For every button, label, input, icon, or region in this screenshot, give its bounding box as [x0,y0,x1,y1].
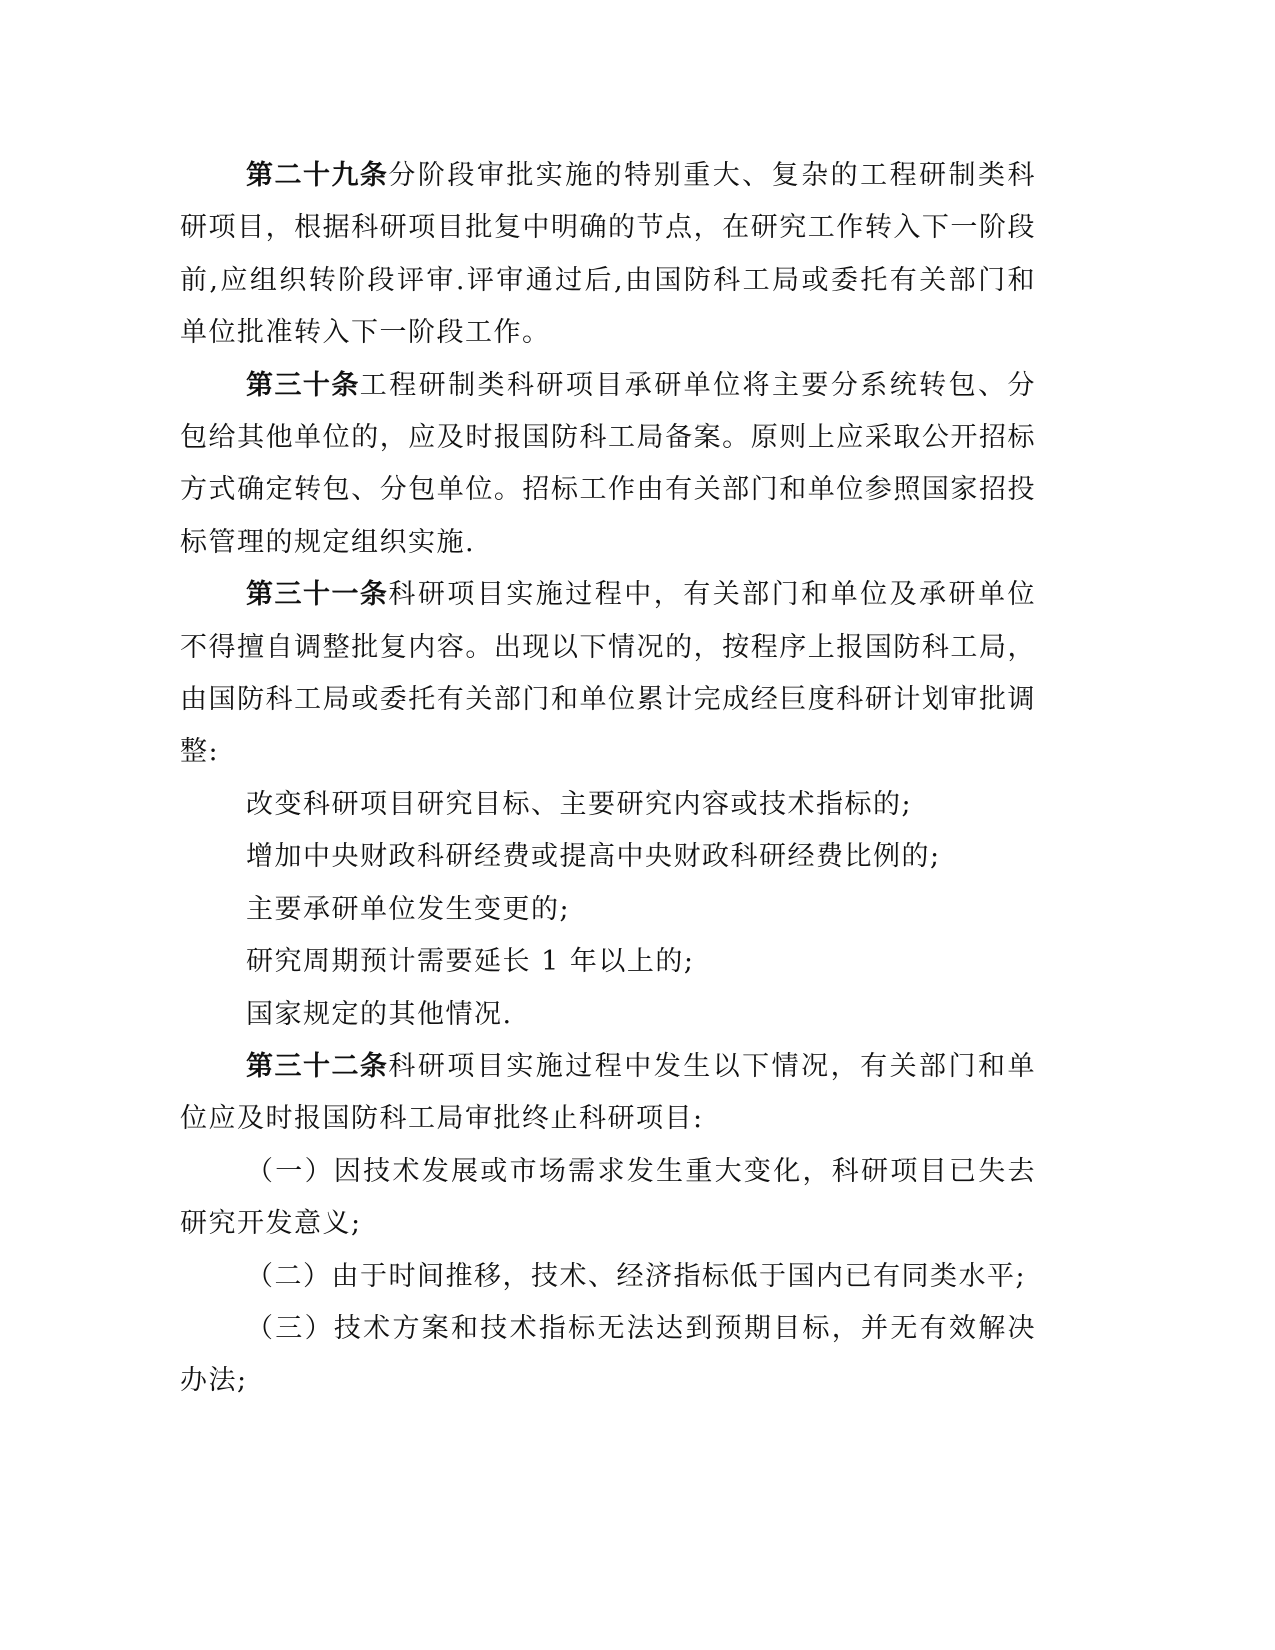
article-32-item: （一）因技术发展或市场需求发生重大变化，科研项目已失去研究开发意义; [180,1155,1036,1240]
article-31-item: 主要承研单位发生变更的; [246,893,571,925]
article-32-number: 第三十二条 [246,1050,389,1082]
article-32 [180,1041,1036,1146]
article-31 [180,569,1036,779]
article-32-item: （二）由于时间推移，技术、经济指标低于国内已有同类水平; [246,1260,1027,1292]
article-29-number: 第二十九条 [246,160,389,191]
document-page [180,150,1036,1408]
article-29 [180,150,1036,360]
article-31-item: 增加中央财政科研经费或提高中央财政科研经费比例的; [246,841,941,873]
article-32-item: （三）技术方案和技术指标无法达到预期目标，并无有效解决办法; [180,1312,1036,1397]
article-32-text: 科研项目实施过程中发生以下情况，有关部门和单位应及时报国防科工局审批终止科研项目: [180,1050,1037,1135]
article-29-text: 分阶段审批实施的特别重大、复杂的工程研制类科研项目，根据科研项目批复中明确的节点，在研究工作转入下一阶段前,应组织转阶段评审.评审通过后,由国防科工局或委托有关部门和单位批准转入下一阶段工作。 [180,160,1037,349]
article-31-item: 国家规定的其他情况. [246,998,513,1030]
article-31-item: 改变科研项目研究目标、主要研究内容或技术指标的; [246,788,913,820]
article-31-text: 科研项目实施过程中，有关部门和单位及承研单位不得擅自调整批复内容。出现以下情况的，按程序上报国防科工局，由国防科工局或委托有关部门和单位累计完成经巨度科研计划审批调整: [180,579,1037,768]
article-31-item: 研究周期预计需要延长 1 年以上的; [246,946,695,978]
article-31-number: 第三十一条 [246,579,389,611]
article-30-text: 工程研制类科研项目承研单位将主要分系统转包、分包给其他单位的，应及时报国防科工局备案。原则上应采取公开招标方式确定转包、分包单位。招标工作由有关部门和单位参照国家招投标管理的规定组织实施. [180,369,1037,558]
article-30 [180,360,1036,570]
article-30-number: 第三十条 [246,369,360,401]
